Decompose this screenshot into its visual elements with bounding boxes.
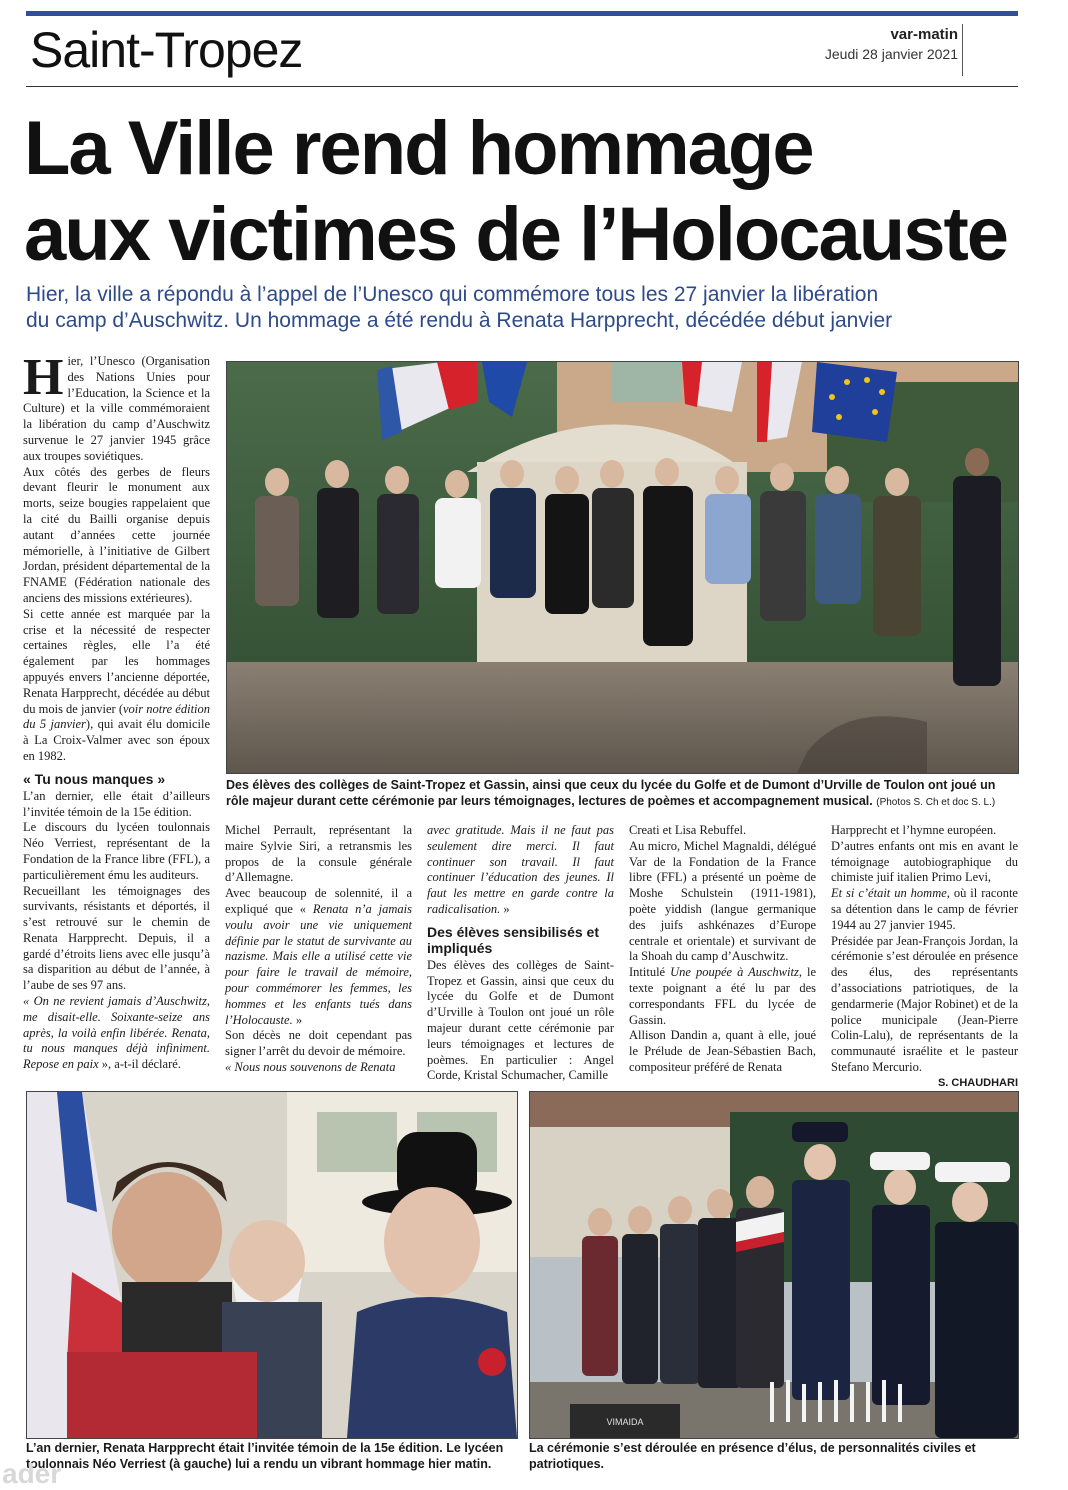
drop-cap: H — [23, 349, 64, 406]
top-rule — [26, 11, 1018, 16]
right-photo-caption: La cérémonie s’est déroulée en présence d’élus, de personnalités civiles et patriotiques. — [529, 1441, 976, 1471]
headline-line-2: aux victimes de l’Holocauste — [24, 192, 1008, 277]
masthead — [825, 26, 958, 62]
main-photo-students — [226, 361, 1019, 774]
deck-line-1: Hier, la ville a répondu à l’appel de l’Unesco qui commémore tous les 27 janvier la libération — [26, 283, 879, 306]
paragraph: Des élèves des collèges de Saint-Tropez et Gassin, ainsi que ceux du lycée du Golfe et de Dumont d’Urville à Toulon ont joué un rôle majeur durant cette cérémonie par leurs témoignages et lectures de poèmes. En particulier : Angel Corde, Kristal Schumacher, Camille — [427, 957, 614, 1083]
subheading: Des élèves sensibilisés et impliqués — [427, 923, 599, 956]
photo-credit: (Photos S. Ch et doc S. L.) — [876, 797, 996, 808]
article-column-3 — [427, 823, 614, 1084]
main-photo-caption: Des élèves des collèges de Saint-Tropez et Gassin, ainsi que ceux du lycée du Golfe et de Dumont d’Urville de Toulon ont joué un rôle majeur durant cette cérémonie par leurs témoignages, lectures de poèmes et accompagnement musical. (Photos S. Ch et doc S. L.) — [226, 778, 996, 808]
paragraph: Son décès ne doit cependant pas signer l’arrêt du devoir de mémoire. — [225, 1028, 412, 1059]
headline-line-1: La Ville rend hommage — [24, 106, 813, 191]
page-corner-text: ader — [2, 1458, 62, 1489]
paragraph: « Nous nous souvenons de Renata — [225, 1059, 396, 1074]
photo-officials — [529, 1091, 1019, 1439]
paragraph: Présidée par Jean-François Jordan, la cérémonie s’est déroulée en présence des élus, des représentants d’associations patriotiques, de la gendarmerie (Major Robinet) et de la police municipale (Jean-Pierre Colin-Lalu), de représentants de la communauté israélite et le pasteur Stefano Mercurio. — [831, 933, 1018, 1074]
ceremony-sign: VIMAIDA — [606, 1417, 644, 1427]
subheading: « Tu nous manques » — [23, 770, 166, 787]
paragraph: Harpprecht et l’hymne européen. — [831, 823, 997, 837]
article-column-4 — [629, 823, 816, 1076]
paragraph: Avec beaucoup de solennité, il a expliqué que « Renata n’a jamais voulu avoir une vie uniquement définie par le statut de survivante au nazisme. Mais elle a utilisé cette vie pour faire le travail de mémoire, pour commémorer les femmes, les hommes et les enfants tués dans l’Holocauste. » — [225, 886, 412, 1027]
paragraph: Recueillant les témoignages des survivants, résistants et déportés, il s’est retrouvé sur le chemin de Renata Harpprecht. Depuis, il a gardé d’étroits liens avec elle jusqu’à sa disparition au début de l’année, à l’aube de ses 97 ans. — [23, 883, 210, 993]
paragraph: Intitulé Une poupée à Auschwitz, le texte poignant a été lu par des correspondants FFL du lycée de Gassin. — [629, 965, 816, 1027]
paragraph: Et si c’était un homme, où il raconte sa détention dans le camp de février 1944 au 27 janvier 1945. — [831, 886, 1018, 932]
paragraph: D’autres enfants ont mis en avant le témoignage autobiographique du chimiste juif italien Primo Levi, — [831, 838, 1018, 885]
intro-paragraph: Hier, l’Unesco (Organisation des Nations Unies pour l’Education, la Science et la Culture) et la ville commémoraient la libération du camp d’Auschwitz survenue le 27 janvier 1945 grâce aux troupes soviétiques. — [23, 349, 210, 463]
paragraph: Si cette année est marquée par la crise et la nécessité de respecter certaines règles, elle l’a été également par les hommages appuyés envers l’ancienne déportée, Renata Harpprecht, décédée au début du mois de janvier (voir notre édition du 5 janvier), qui avait élu domicile à La Croix-Valmer avec son époux en 1982. — [23, 606, 211, 763]
paragraph: Allison Dandin a, quant à elle, joué le Prélude de Jean-Sébastien Bach, compositeur préféré de Renata — [629, 1028, 816, 1074]
paragraph: L’an dernier, elle était d’ailleurs l’invitée témoin de la 15e édition. — [23, 788, 210, 819]
left-photo-caption: L’an dernier, Renata Harpprecht était l’invitée témoin de la 15e édition. Le lycéen toulonnais Néo Verriest (à gauche) lui a rendu un vibrant hommage hier matin. — [26, 1441, 504, 1471]
newspaper-brand: var-matin — [890, 26, 958, 43]
paragraph: avec gratitude. Mais il ne faut pas seulement dire merci. Il faut continuer son travail. Il faut continuer l’éducation des jeunes. Il faut les mettre en garde contre la radicalisation. » — [427, 823, 614, 916]
deck-line-2: du camp d’Auschwitz. Un hommage a été rendu à Renata Harpprecht, décédée début janvier — [26, 309, 893, 332]
paragraph: Creati et Lisa Rebuffel. — [629, 823, 747, 837]
header-separator — [26, 86, 1018, 87]
article-column-2 — [225, 823, 412, 1076]
paragraph: Au micro, Michel Magnaldi, délégué Var de la Fondation de la France libre (FFL) a présenté un poème de Moshe Schulstein (1911-1981), poète yiddish (langue germanique des juifs ashkénazes d’Europe centrale et orientale) et survivant de la Shoah du camp d’Auschwitz. — [629, 838, 816, 964]
paragraph: Michel Perrault, représentant la maire Sylvie Siri, a retransmis les propos de la consule générale d’Allemagne. — [225, 823, 412, 885]
masthead-divider — [962, 24, 963, 76]
photo-renata-harpprecht — [26, 1091, 518, 1439]
headline — [24, 106, 1044, 278]
paragraph: Le discours du lycéen toulonnais Néo Verriest, représentant de la Fondation de la France libre (FFL), a particulièrement ému les auditeurs. — [23, 820, 210, 882]
issue-date: Jeudi 28 janvier 2021 — [824, 46, 958, 62]
paragraph: « On ne revient jamais d’Auschwitz, me disait-elle. Soixante-seize ans après, la voilà enfin libérée. Renata, tu nous manques déjà infiniment. Repose en paix », a-t-il déclaré. — [23, 994, 210, 1072]
paragraph: Aux côtés des gerbes de fleurs devant fleurir le monument aux morts, seize bougies rappelaient que la cité du Bailli organise depuis autant d’années cette journée mémorielle, à l’initiative de Gilbert Jordan, président départemental de la FNAME (Fédération nationale des anciens des missions extérieures). — [23, 464, 210, 605]
deck — [26, 282, 1026, 334]
author-signature: S. CHAUDHARI — [937, 1076, 1018, 1089]
article-column-1 — [23, 349, 211, 1073]
section-title: Saint-Tropez — [30, 22, 303, 78]
article-column-5 — [831, 823, 1018, 1107]
